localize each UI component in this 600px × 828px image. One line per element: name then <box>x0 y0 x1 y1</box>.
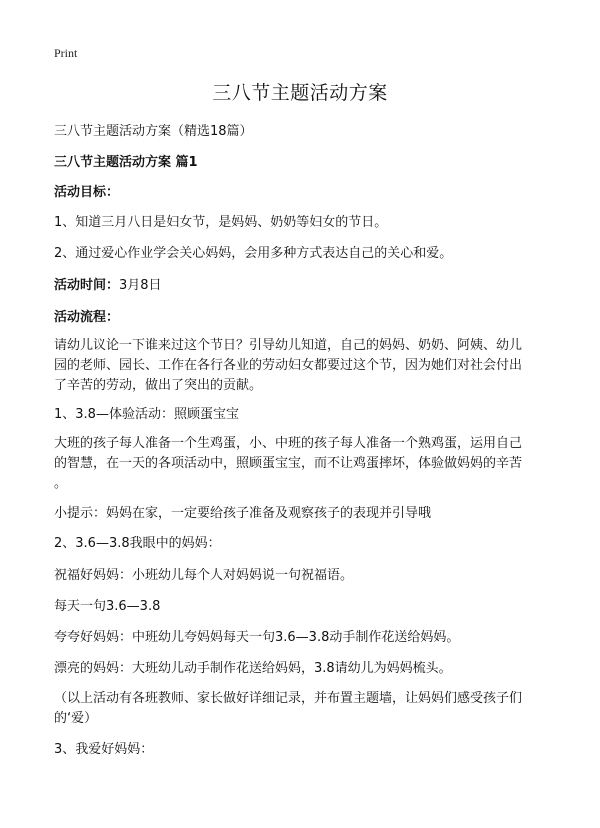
activity-time <box>54 276 554 296</box>
item-1-desc-line-2: 的智慧，在一天的各项活动中，照顾蛋宝宝，而不让鸡蛋摔坏，体验做妈妈的辛苦 <box>54 456 523 471</box>
goals-heading: 活动目标： <box>54 185 120 200</box>
process-intro-line-1: 请幼儿议论一下谁来过这个节日？引导幼儿知道，自己的妈妈、奶奶、阿姨、幼儿 <box>54 338 523 353</box>
page-title: 三八节主题活动方案 <box>212 82 388 104</box>
time-value: 3月8日 <box>119 278 162 293</box>
section-heading: 三八节主题活动方案 篇1 <box>54 155 198 170</box>
process-intro-line-2: 园的老师、园长、工作在各行各业的劳动妇女都要过这个节，因为她们对社会付出 <box>54 358 523 373</box>
praise-line: 夸夸好妈妈：中班幼儿夸妈妈每天一句3.6—3.8动手制作花送给妈妈。 <box>54 630 460 645</box>
daily-line: 每天一句3.6—3.8 <box>54 599 161 614</box>
note-line-1: （以上活动有各班教师、家长做好详细记录，并布置主题墙，让妈妈们感受孩子们 <box>54 691 523 706</box>
goal-1: 1、知道三月八日是妇女节，是妈妈、奶奶等妇女的节日。 <box>54 215 388 230</box>
goal-2: 2、通过爱心作业学会关心妈妈，会用多种方式表达自己的关心和爱。 <box>54 246 453 261</box>
item-3: 3、我爱好妈妈： <box>54 742 154 757</box>
item-1-desc-line-3: 。 <box>54 476 68 491</box>
subtitle: 三八节主题活动方案（精选18篇） <box>54 124 253 139</box>
note-line-2: 的‘爱） <box>54 711 98 726</box>
process-intro-line-3: 了辛苦的劳动，做出了突出的贡献。 <box>54 378 263 393</box>
print-link[interactable]: Print <box>54 46 78 60</box>
time-label: 活动时间： <box>54 278 120 293</box>
item-2: 2、3.6—3.8我眼中的妈妈： <box>54 536 221 551</box>
pretty-line: 漂亮的妈妈：大班幼儿动手制作花送给妈妈，3.8请幼儿为妈妈梳头。 <box>54 661 452 676</box>
process-heading: 活动流程： <box>54 310 120 325</box>
item-1-desc-line-1: 大班的孩子每人准备一个生鸡蛋，小、中班的孩子每人准备一个熟鸡蛋，运用自己 <box>54 436 523 451</box>
item-1: 1、3.8—体验活动：照顾蛋宝宝 <box>54 407 239 422</box>
tip: 小提示：妈妈在家，一定要给孩子准备及观察孩子的表现并引导哦 <box>54 506 432 521</box>
bless-line: 祝福好妈妈：小班幼儿每个人对妈妈说一句祝福语。 <box>54 568 354 583</box>
